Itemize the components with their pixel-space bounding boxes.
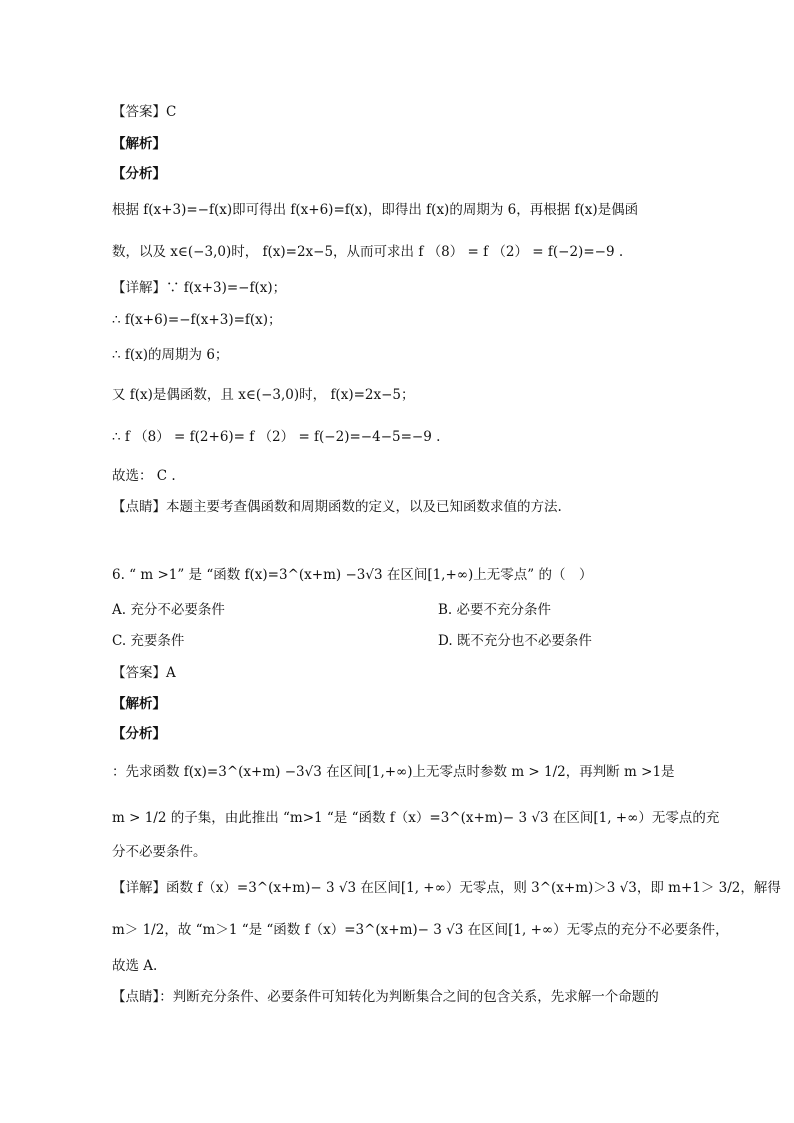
- q6-fenxi-heading: 【分析】: [112, 726, 166, 742]
- q5-detail-line5: ∴ f （8） = f(2+6)= f （2） = f(−2)=−4−5=−9 .: [112, 429, 441, 445]
- q6-analysis-heading: 【解析】: [112, 696, 166, 712]
- q5-fenxi-heading: 【分析】: [112, 166, 166, 182]
- q6-fenxi-line2: m > 1/2 的子集，由此推出 “m>1 “是 “函数 f（x）=3^(x+m)− 3 √3 在区间[1, +∞）无零点的充: [112, 810, 720, 826]
- q6-option-b: B. 必要不充分条件: [438, 602, 552, 618]
- q6-option-a: A. 充分不必要条件: [112, 602, 225, 618]
- q6-option-c: C. 充要条件: [112, 633, 185, 649]
- q6-fenxi-line3: 分不必要条件。: [112, 844, 207, 860]
- q6-option-d: D. 既不充分也不必要条件: [438, 633, 592, 649]
- q5-detail-line2: ∴ f(x+6)=−f(x+3)=f(x)；: [112, 312, 282, 328]
- q6-detail-line3: 故选 A.: [112, 958, 158, 974]
- q5-conclusion: 故选： C .: [112, 468, 176, 484]
- q5-detail-line3: ∴ f(x)的周期为 6；: [112, 347, 229, 363]
- q5-answer: 【答案】C: [112, 104, 177, 120]
- q5-fenxi-line2: 数，以及 x∈(−3,0)时， f(x)=2x−5，从而可求出 f （8） = f （2） = f(−2)=−9 .: [112, 244, 624, 260]
- q6-dianjing: 【点睛】：判断充分条件、必要条件可知转化为判断集合之间的包含关系，先求解一个命题的: [112, 989, 659, 1005]
- q6-answer: 【答案】A: [112, 665, 176, 681]
- q5-fenxi-line1: 根据 f(x+3)=−f(x)即可得出 f(x+6)=f(x)，即得出 f(x)的周期为 6，再根据 f(x)是偶函: [112, 202, 639, 218]
- q5-detail-line1: 【详解】∵ f(x+3)=−f(x)；: [112, 280, 287, 296]
- q5-detail-line4: 又 f(x)是偶函数，且 x∈(−3,0)时， f(x)=2x−5；: [112, 387, 415, 403]
- q6-fenxi-line1: ：先求函数 f(x)=3^(x+m) −3√3 在区间[1,+∞)上无零点时参数 m > 1/2，再判断 m >1是: [112, 764, 675, 780]
- q6-detail-line2: m＞ 1/2，故 “m＞1 “是 “函数 f（x）=3^(x+m)− 3 √3 在区间[1, +∞）无零点的充分不必要条件，: [112, 922, 729, 938]
- q5-dianjing: 【点睛】本题主要考查偶函数和周期函数的定义，以及已知函数求值的方法.: [112, 499, 562, 515]
- q5-analysis-heading: 【解析】: [112, 136, 166, 152]
- q6-detail-line1: 【详解】函数 f（x）=3^(x+m)− 3 √3 在区间[1, +∞）无零点，则 3^(x+m)＞3 √3，即 m+1＞ 3/2，解得: [112, 880, 781, 896]
- q6-stem: 6. “ m >1” 是 “函数 f(x)=3^(x+m) −3√3 在区间[1,+∞)上无零点” 的（ ）: [112, 567, 593, 583]
